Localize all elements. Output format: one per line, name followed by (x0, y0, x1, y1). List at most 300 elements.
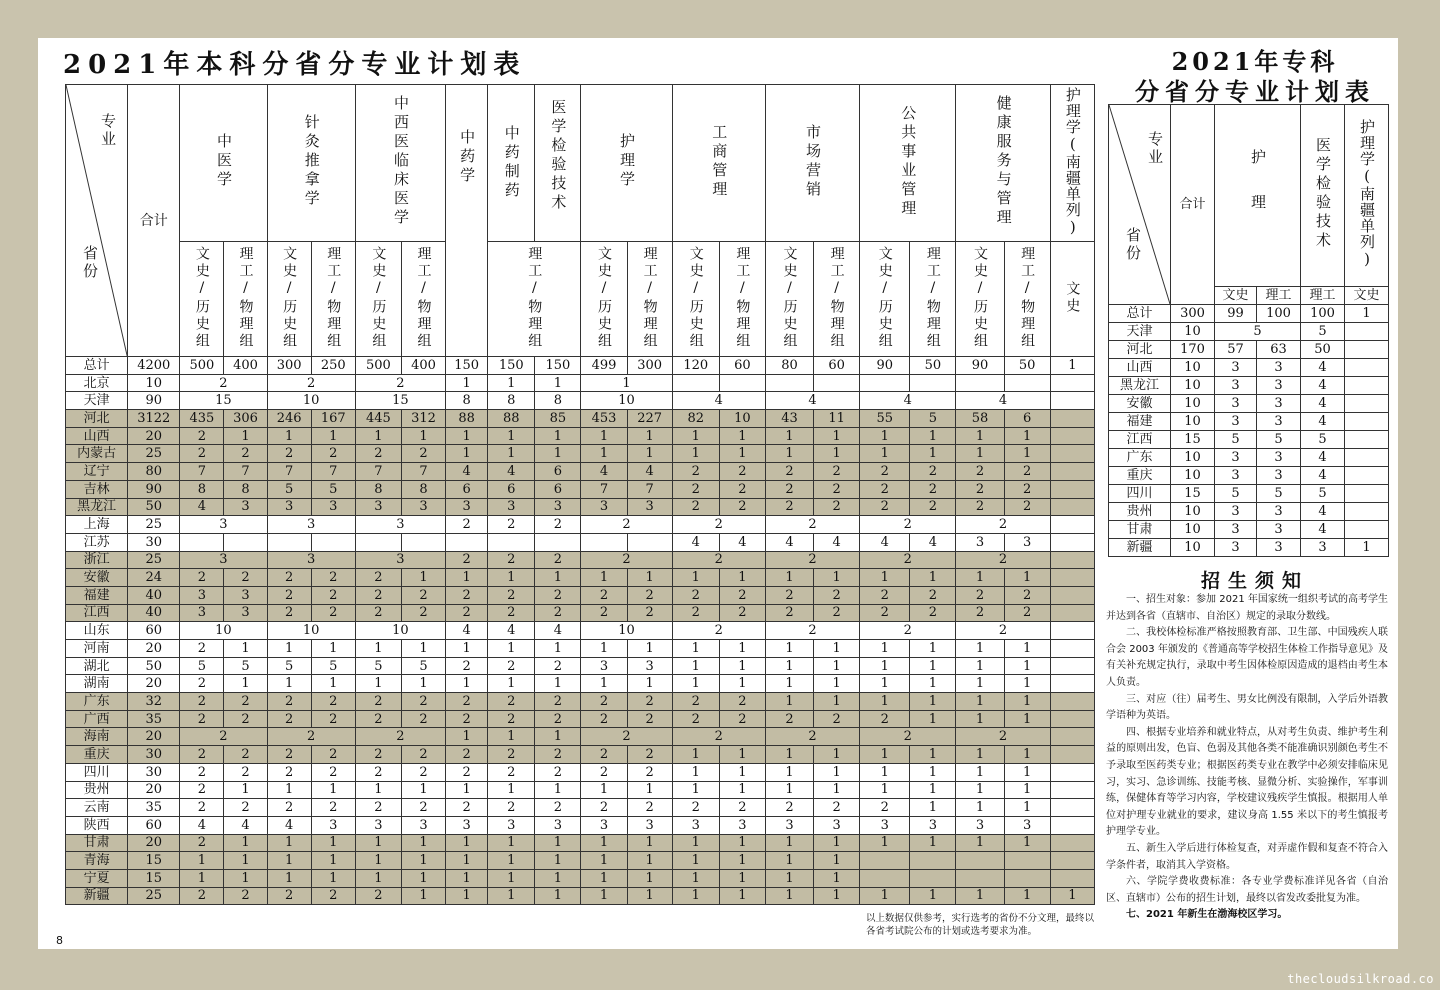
value-cell: 1 (765, 781, 813, 799)
value-cell: 3 (672, 816, 719, 834)
value-cell: 4 (956, 392, 1050, 410)
value-cell: 3 (355, 551, 445, 569)
value-cell: 25 (128, 445, 180, 463)
value-cell: 150 (446, 357, 488, 375)
value-cell: 10 (1171, 359, 1215, 377)
value-cell: 1 (224, 869, 267, 887)
value-cell: 1 (446, 728, 488, 746)
value-cell: 2 (267, 746, 311, 764)
value-cell: 3 (355, 516, 445, 534)
header-major-marketing: 市场营销 (765, 85, 859, 242)
value-cell: 7 (311, 463, 355, 481)
sub-li: 理工/物理组 (224, 242, 267, 357)
value-cell: 30 (128, 533, 180, 551)
value-cell: 1 (910, 710, 956, 728)
value-cell: 1 (814, 640, 860, 658)
value-cell: 3 (267, 516, 355, 534)
value-cell: 1 (765, 746, 813, 764)
value-cell: 2 (535, 516, 581, 534)
sub-wen-only: 文史 (1050, 242, 1094, 357)
value-cell: 2 (627, 586, 672, 604)
value-cell: 2 (1004, 480, 1050, 498)
value-cell: 2 (446, 586, 488, 604)
value-cell (910, 852, 956, 870)
value-cell: 10 (267, 392, 355, 410)
table-row (1109, 377, 1389, 395)
value-cell: 3 (180, 604, 224, 622)
value-cell: 1 (814, 834, 860, 852)
value-cell: 80 (765, 357, 813, 375)
value-cell: 10 (1171, 467, 1215, 485)
sub-wen: 文史/历史组 (956, 242, 1004, 357)
value-cell: 2 (910, 480, 956, 498)
value-cell: 400 (224, 357, 267, 375)
value-cell: 4 (719, 533, 765, 551)
value-cell: 6 (535, 463, 581, 481)
value-cell: 3 (355, 498, 401, 516)
value-cell: 2 (672, 516, 765, 534)
value-cell: 2 (311, 445, 355, 463)
value-cell: 1 (1004, 799, 1050, 817)
value-cell: 1 (956, 675, 1004, 693)
province-cell: 辽宁 (66, 463, 128, 481)
value-cell: 2 (180, 834, 224, 852)
value-cell (180, 533, 224, 551)
value-cell: 4 (180, 498, 224, 516)
value-cell (1345, 431, 1389, 449)
table-row (66, 640, 1095, 658)
value-cell: 1 (956, 657, 1004, 675)
value-cell: 1 (446, 675, 488, 693)
value-cell: 11 (814, 410, 860, 428)
value-cell: 90 (128, 480, 180, 498)
value-cell: 1 (311, 869, 355, 887)
value-cell: 10 (355, 622, 445, 640)
value-cell: 2 (581, 551, 672, 569)
value-cell: 2 (180, 799, 224, 817)
value-cell: 2 (956, 586, 1004, 604)
value-cell: 1 (535, 445, 581, 463)
value-cell: 2 (488, 799, 535, 817)
value-cell (1345, 359, 1389, 377)
value-cell (1004, 374, 1050, 392)
value-cell: 1 (672, 834, 719, 852)
value-cell: 300 (1171, 305, 1215, 323)
value-cell (956, 852, 1004, 870)
value-cell: 500 (180, 357, 224, 375)
province-cell: 江西 (66, 604, 128, 622)
header-diagonal-cell (66, 85, 128, 357)
value-cell: 1 (355, 834, 401, 852)
value-cell: 2 (956, 622, 1050, 640)
value-cell: 1 (627, 640, 672, 658)
value-cell: 1 (765, 675, 813, 693)
table-row (66, 427, 1095, 445)
value-cell: 3 (1257, 521, 1301, 539)
value-cell: 2 (814, 463, 860, 481)
province-cell: 河北 (66, 410, 128, 428)
table-row (66, 852, 1095, 870)
sub-li: 理工/物理组 (814, 242, 860, 357)
value-cell: 1 (446, 569, 488, 587)
value-cell: 25 (128, 551, 180, 569)
value-cell: 5 (1301, 431, 1345, 449)
value-cell: 3 (535, 816, 581, 834)
value-cell: 1 (1004, 445, 1050, 463)
value-cell: 1 (910, 657, 956, 675)
value-cell (1050, 463, 1094, 481)
table-row (66, 675, 1095, 693)
table-row (66, 657, 1095, 675)
value-cell: 2 (180, 427, 224, 445)
value-cell: 1 (814, 887, 860, 905)
value-cell: 8 (535, 392, 581, 410)
value-cell: 1 (446, 887, 488, 905)
table-row (1109, 323, 1389, 341)
value-cell: 2 (765, 498, 813, 516)
value-cell: 1 (224, 427, 267, 445)
value-cell: 1 (488, 887, 535, 905)
table-row (1109, 305, 1389, 323)
value-cell: 5 (1257, 485, 1301, 503)
table-row (66, 392, 1095, 410)
table-row (1109, 521, 1389, 539)
province-cell: 山东 (66, 622, 128, 640)
table-row (66, 551, 1095, 569)
value-cell: 3 (956, 816, 1004, 834)
value-cell: 4 (672, 392, 765, 410)
value-cell: 1 (401, 781, 445, 799)
value-cell: 1 (488, 569, 535, 587)
value-cell: 2 (719, 693, 765, 711)
value-cell: 3 (1215, 359, 1257, 377)
value-cell: 1 (224, 852, 267, 870)
value-cell: 1 (814, 869, 860, 887)
value-cell: 20 (128, 728, 180, 746)
value-cell (814, 374, 860, 392)
value-cell: 2 (765, 728, 859, 746)
value-cell: 3 (1257, 413, 1301, 431)
value-cell: 6 (1004, 410, 1050, 428)
value-cell: 10 (1171, 521, 1215, 539)
value-cell: 90 (128, 392, 180, 410)
value-cell: 90 (956, 357, 1004, 375)
value-cell: 1 (672, 640, 719, 658)
value-cell: 2 (1004, 586, 1050, 604)
value-cell: 2 (765, 463, 813, 481)
value-cell: 1 (956, 887, 1004, 905)
right-header-lab: 医学检验技术 (1301, 105, 1345, 287)
value-cell: 35 (128, 799, 180, 817)
value-cell: 1 (765, 887, 813, 905)
value-cell: 1 (1345, 305, 1389, 323)
province-cell: 吉林 (66, 480, 128, 498)
value-cell: 2 (910, 498, 956, 516)
value-cell: 2 (401, 763, 445, 781)
value-cell: 2 (488, 710, 535, 728)
value-cell: 1 (446, 374, 488, 392)
value-cell (1050, 869, 1094, 887)
value-cell: 1 (311, 640, 355, 658)
value-cell: 2 (401, 710, 445, 728)
value-cell: 1 (1004, 746, 1050, 764)
value-cell: 1 (446, 852, 488, 870)
value-cell: 5 (1215, 323, 1301, 341)
value-cell: 15 (128, 869, 180, 887)
value-cell: 2 (765, 551, 859, 569)
value-cell: 3 (765, 816, 813, 834)
value-cell: 1 (672, 569, 719, 587)
value-cell (1345, 395, 1389, 413)
value-cell: 2 (672, 728, 765, 746)
value-cell: 2 (401, 799, 445, 817)
value-cell: 20 (128, 640, 180, 658)
value-cell: 8 (355, 480, 401, 498)
value-cell: 1 (956, 834, 1004, 852)
value-cell: 2 (535, 604, 581, 622)
value-cell: 5 (401, 657, 445, 675)
value-cell: 1 (956, 445, 1004, 463)
value-cell: 40 (128, 604, 180, 622)
value-cell: 1 (719, 869, 765, 887)
value-cell: 5 (267, 480, 311, 498)
value-cell: 1 (814, 657, 860, 675)
value-cell: 1 (355, 427, 401, 445)
value-cell: 1 (446, 640, 488, 658)
value-cell: 3 (535, 498, 581, 516)
header-major-nursing: 护理学 (581, 85, 672, 242)
value-cell: 1 (956, 799, 1004, 817)
table-row (66, 516, 1095, 534)
value-cell: 2 (581, 693, 627, 711)
value-cell: 2 (860, 498, 910, 516)
value-cell: 90 (860, 357, 910, 375)
table-row (1109, 503, 1389, 521)
province-cell: 内蒙古 (66, 445, 128, 463)
note-1: 一、招生对象：参加 2021 年国家统一组织考试的高考学生并达到各省（直辖市、自治区）规定的录取分数线。 (1106, 594, 1388, 622)
table-row (1109, 431, 1389, 449)
province-cell: 天津 (66, 392, 128, 410)
value-cell: 1 (719, 427, 765, 445)
value-cell: 2 (1004, 463, 1050, 481)
value-cell (1050, 516, 1094, 534)
value-cell: 1 (719, 445, 765, 463)
value-cell: 1 (355, 852, 401, 870)
value-cell: 3 (267, 498, 311, 516)
right-sub-wen: 文史 (1345, 287, 1389, 305)
table-row (66, 799, 1095, 817)
value-cell: 2 (956, 463, 1004, 481)
value-cell: 1 (355, 640, 401, 658)
province-cell: 总计 (66, 357, 128, 375)
value-cell: 3 (814, 816, 860, 834)
value-cell: 1 (910, 427, 956, 445)
value-cell: 3 (1215, 413, 1257, 431)
value-cell: 2 (355, 763, 401, 781)
value-cell: 2 (535, 551, 581, 569)
value-cell: 2 (860, 710, 910, 728)
value-cell (581, 533, 627, 551)
value-cell: 1 (1004, 657, 1050, 675)
value-cell: 1 (910, 445, 956, 463)
value-cell: 1 (267, 427, 311, 445)
value-cell (267, 533, 311, 551)
value-cell (1050, 392, 1094, 410)
value-cell: 6 (488, 480, 535, 498)
value-cell: 2 (355, 586, 401, 604)
province-cell: 天津 (1109, 323, 1171, 341)
value-cell (1345, 485, 1389, 503)
value-cell: 1 (355, 675, 401, 693)
value-cell: 1 (267, 781, 311, 799)
value-cell: 120 (672, 357, 719, 375)
sub-wen: 文史/历史组 (267, 242, 311, 357)
value-cell: 3 (1257, 449, 1301, 467)
value-cell: 1 (488, 781, 535, 799)
value-cell: 3 (627, 657, 672, 675)
value-cell: 1 (627, 427, 672, 445)
value-cell: 10 (1171, 503, 1215, 521)
value-cell: 1 (1004, 763, 1050, 781)
header-major-lab: 医学检验技术 (535, 85, 581, 242)
value-cell: 2 (719, 586, 765, 604)
site-watermark: thecloudsilkroad.co (1287, 972, 1434, 986)
value-cell (627, 533, 672, 551)
value-cell: 2 (581, 728, 672, 746)
value-cell: 1 (956, 427, 1004, 445)
value-cell: 2 (860, 551, 956, 569)
value-cell: 1 (535, 569, 581, 587)
left-title: 2021年本科分省分专业计划表 (63, 50, 527, 80)
value-cell: 2 (224, 710, 267, 728)
value-cell: 2 (581, 746, 627, 764)
value-cell (535, 533, 581, 551)
value-cell: 499 (581, 357, 627, 375)
value-cell: 250 (311, 357, 355, 375)
value-cell: 5 (267, 657, 311, 675)
value-cell: 4200 (128, 357, 180, 375)
value-cell: 57 (1215, 341, 1257, 359)
value-cell: 80 (128, 463, 180, 481)
value-cell: 1 (765, 657, 813, 675)
value-cell: 63 (1257, 341, 1301, 359)
value-cell: 43 (765, 410, 813, 428)
header-total: 合计 (128, 85, 180, 357)
value-cell: 3 (1257, 539, 1301, 557)
value-cell: 50 (128, 657, 180, 675)
value-cell: 10 (1171, 449, 1215, 467)
value-cell: 1 (814, 781, 860, 799)
value-cell: 150 (535, 357, 581, 375)
value-cell: 2 (311, 586, 355, 604)
value-cell: 1 (860, 657, 910, 675)
value-cell: 1 (488, 427, 535, 445)
value-cell: 7 (401, 463, 445, 481)
value-cell: 2 (1004, 498, 1050, 516)
value-cell: 2 (719, 498, 765, 516)
value-cell: 2 (401, 586, 445, 604)
value-cell: 60 (814, 357, 860, 375)
value-cell: 2 (311, 887, 355, 905)
right-diagonal-cell (1109, 105, 1171, 305)
value-cell (1050, 480, 1094, 498)
value-cell: 2 (488, 516, 535, 534)
value-cell: 3 (1004, 533, 1050, 551)
value-cell: 2 (535, 710, 581, 728)
table-row (1109, 485, 1389, 503)
value-cell: 2 (355, 799, 401, 817)
value-cell: 1 (672, 657, 719, 675)
value-cell: 2 (814, 799, 860, 817)
value-cell: 50 (1004, 357, 1050, 375)
value-cell: 2 (719, 710, 765, 728)
value-cell: 1 (446, 427, 488, 445)
value-cell: 2 (860, 463, 910, 481)
value-cell: 2 (224, 569, 267, 587)
value-cell: 1 (535, 640, 581, 658)
value-cell: 1 (672, 852, 719, 870)
value-cell: 2 (311, 799, 355, 817)
value-cell: 167 (311, 410, 355, 428)
value-cell (1004, 869, 1050, 887)
value-cell: 2 (311, 763, 355, 781)
value-cell: 4 (860, 533, 910, 551)
sub-li: 理工/物理组 (627, 242, 672, 357)
value-cell: 2 (535, 657, 581, 675)
value-cell: 1 (627, 675, 672, 693)
value-cell: 10 (719, 410, 765, 428)
value-cell: 3 (1257, 467, 1301, 485)
value-cell: 5 (910, 410, 956, 428)
value-cell: 3 (719, 816, 765, 834)
value-cell: 1 (581, 869, 627, 887)
province-cell: 福建 (1109, 413, 1171, 431)
undergraduate-plan-table (65, 84, 1095, 905)
value-cell (1050, 410, 1094, 428)
value-cell (1345, 413, 1389, 431)
province-cell: 安徽 (66, 569, 128, 587)
value-cell: 88 (488, 410, 535, 428)
value-cell: 2 (814, 480, 860, 498)
sub-wen: 文史/历史组 (860, 242, 910, 357)
value-cell: 15 (180, 392, 267, 410)
value-cell: 2 (627, 763, 672, 781)
value-cell: 30 (128, 746, 180, 764)
province-cell: 重庆 (1109, 467, 1171, 485)
value-cell (910, 374, 956, 392)
value-cell: 3 (488, 816, 535, 834)
value-cell: 2 (765, 604, 813, 622)
value-cell: 2 (860, 728, 956, 746)
province-cell: 山西 (66, 427, 128, 445)
table-row (1109, 449, 1389, 467)
value-cell: 2 (224, 445, 267, 463)
value-cell: 1 (401, 887, 445, 905)
value-cell: 4 (581, 463, 627, 481)
value-cell: 312 (401, 410, 445, 428)
value-cell: 2 (180, 374, 267, 392)
value-cell: 2 (355, 569, 401, 587)
value-cell (1050, 427, 1094, 445)
value-cell: 2 (581, 586, 627, 604)
province-cell: 宁夏 (66, 869, 128, 887)
province-cell: 湖南 (66, 675, 128, 693)
value-cell: 2 (672, 551, 765, 569)
value-cell: 400 (401, 357, 445, 375)
value-cell: 1 (860, 675, 910, 693)
value-cell: 1 (355, 781, 401, 799)
value-cell (1050, 569, 1094, 587)
